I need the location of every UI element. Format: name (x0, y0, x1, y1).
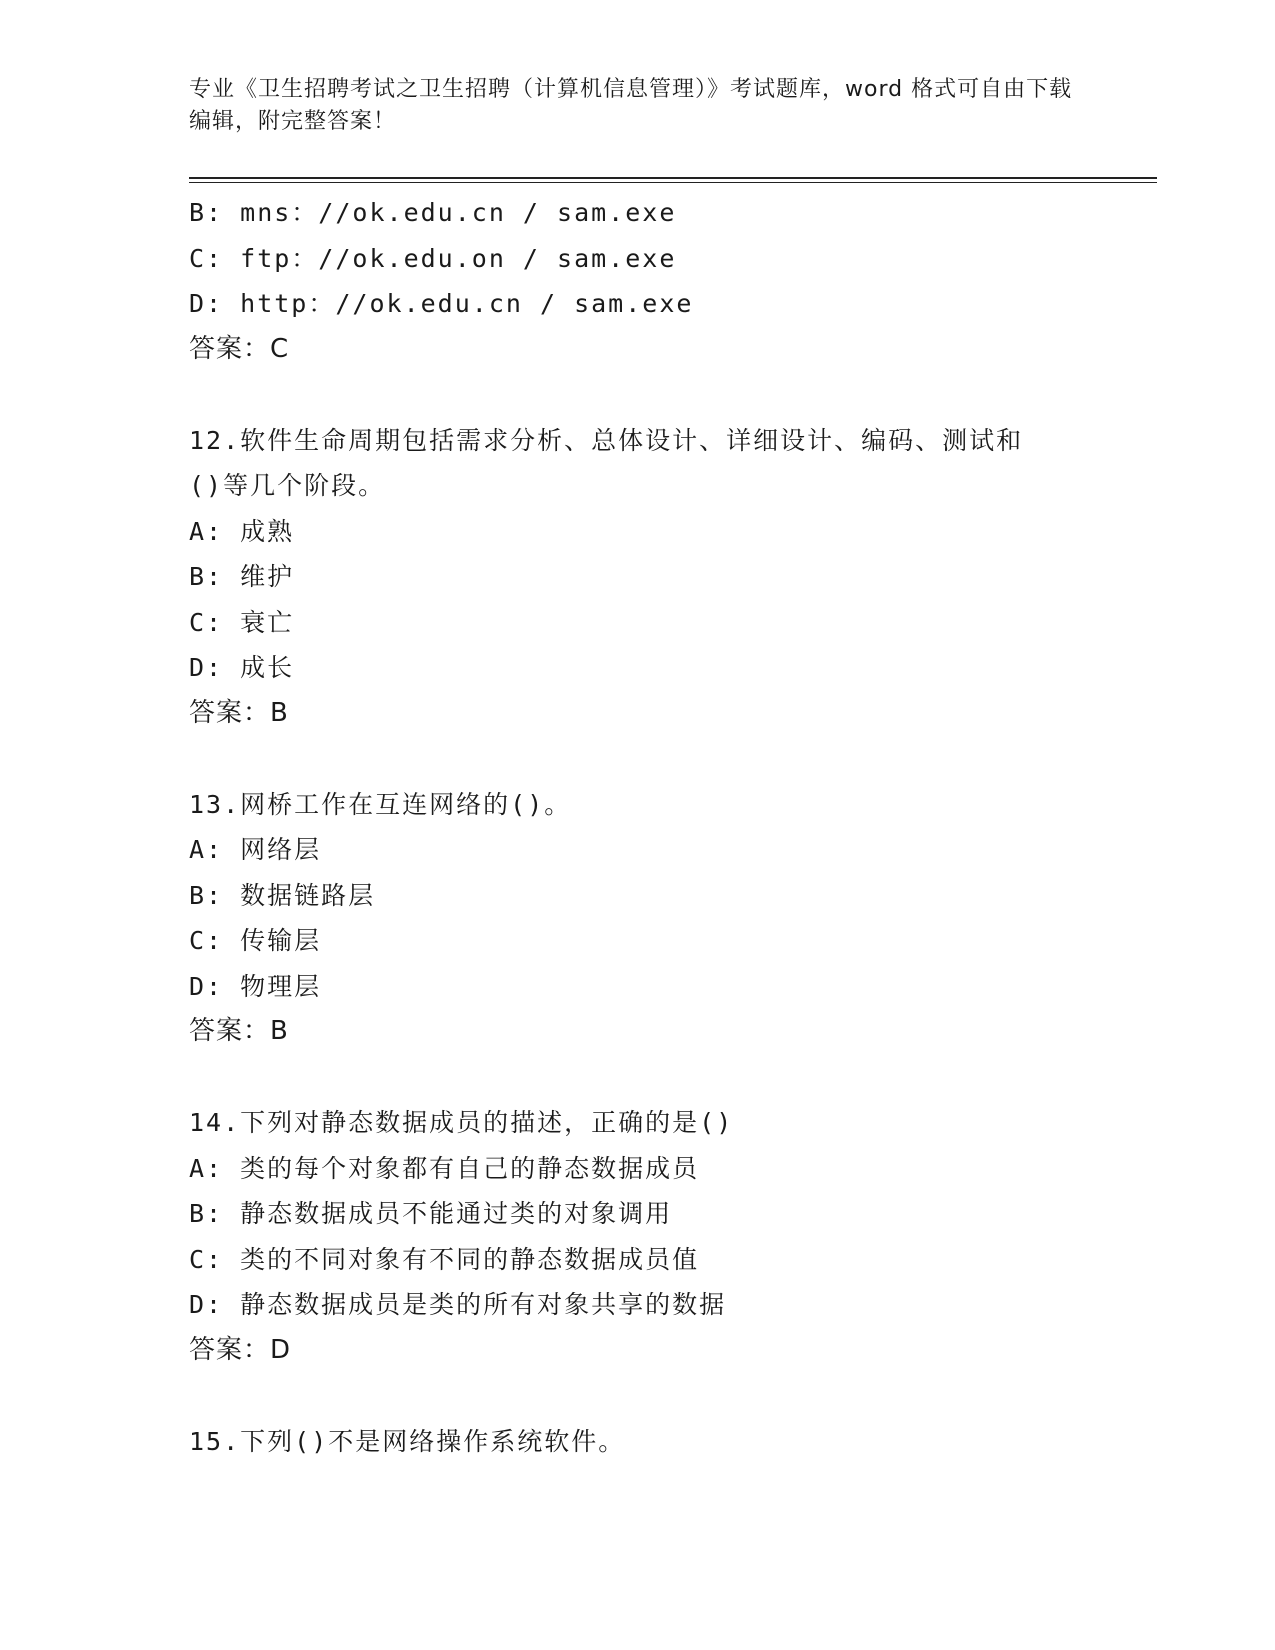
question-list (189, 190, 1089, 1464)
question-11-tail (189, 190, 1089, 372)
question-gap (189, 1055, 1089, 1101)
option-a: A: 成熟 (189, 516, 295, 546)
answer-label: 答案：B (189, 1016, 289, 1046)
question-14 (189, 1100, 1089, 1373)
option-b: B: 静态数据成员不能通过类的对象调用 (189, 1199, 673, 1228)
option-c: C: 衰亡 (189, 607, 295, 637)
question-12 (189, 418, 1089, 737)
option-d: D: 物理层 (189, 971, 322, 1001)
option-b: B: mns：//ok.edu.cn / sam.exe (189, 198, 677, 227)
question-stem: 13.网桥工作在互连网络的()。 (189, 789, 572, 819)
answer-label: 答案：C (189, 333, 290, 364)
question-15 (189, 1419, 1089, 1465)
option-b: B: 维护 (189, 562, 295, 591)
option-c: C: 传输层 (189, 926, 322, 955)
document-header: 专业《卫生招聘考试之卫生招聘（计算机信息管理）》考试题库，word 格式可自由下载编辑，附完整答案！ (189, 77, 1073, 134)
option-a: A: 网络层 (189, 835, 322, 864)
header-divider-thick (189, 177, 1157, 179)
header-divider-thin (189, 182, 1157, 183)
question-13 (189, 782, 1089, 1055)
question-stem: 14.下列对静态数据成员的描述，正确的是() (189, 1108, 734, 1137)
answer-label: 答案：D (189, 1334, 292, 1365)
option-a: A: 类的每个对象都有自己的静态数据成员 (189, 1153, 700, 1183)
question-gap (189, 1373, 1089, 1419)
question-stem: 12.软件生命周期包括需求分析、总体设计、详细设计、编码、测试和 (189, 425, 1024, 455)
question-stem-continued: ()等几个阶段。 (189, 471, 386, 500)
option-b: B: 数据链路层 (189, 880, 376, 910)
option-d: D: http：//ok.edu.cn / sam.exe (189, 289, 694, 318)
option-c: C: 类的不同对象有不同的静态数据成员值 (189, 1244, 700, 1274)
question-gap (189, 736, 1089, 782)
question-stem: 15.下列()不是网络操作系统软件。 (189, 1426, 626, 1456)
question-gap (189, 372, 1089, 418)
option-c: C: ftp：//ok.edu.on / sam.exe (189, 243, 677, 273)
answer-label: 答案：B (189, 697, 289, 728)
option-d: D: 成长 (189, 653, 295, 682)
option-d: D: 静态数据成员是类的所有对象共享的数据 (189, 1290, 727, 1319)
